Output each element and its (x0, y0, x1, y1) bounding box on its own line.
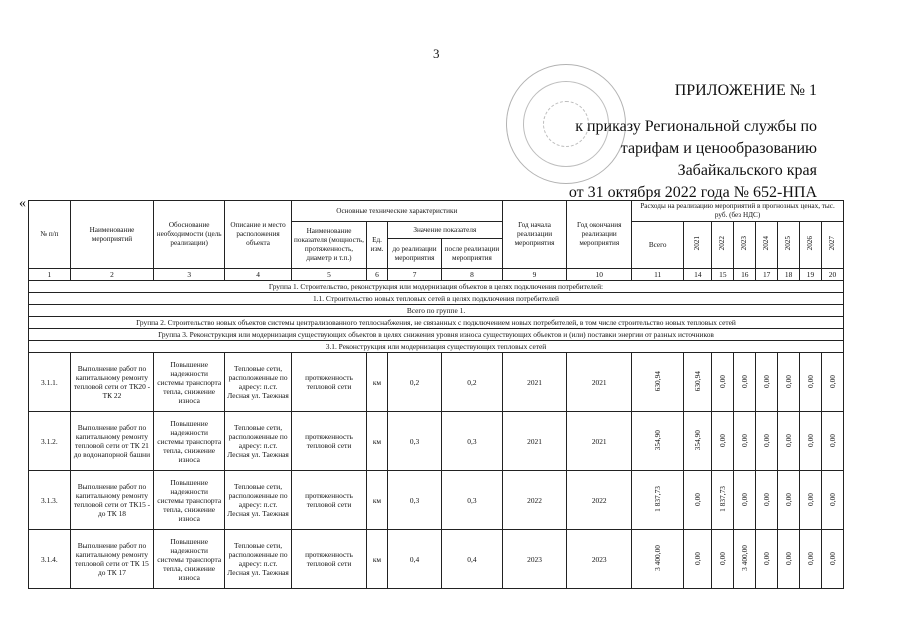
header-indicator-value: Значение показателя (387, 222, 502, 239)
row-year-start: 2023 (502, 530, 567, 589)
page-number: 3 (433, 46, 440, 61)
group-row (29, 329, 844, 341)
column-number-cell: 11 (632, 269, 684, 281)
header-year: 2021 (684, 222, 712, 269)
row-unit: км (367, 530, 388, 589)
header-year-end: Год окончания реализации мероприятия (567, 201, 632, 269)
row-year-cost: 0,00 (756, 471, 778, 530)
row-year-cost: 0,00 (821, 353, 843, 412)
row-year-end: 2021 (567, 353, 632, 412)
column-number-cell: 19 (800, 269, 822, 281)
row-total: 1 837,73 (632, 471, 684, 530)
row-year-cost: 0,00 (800, 412, 822, 471)
table-row (29, 353, 844, 412)
opening-quote-mark: « (19, 196, 26, 211)
row-year-cost: 0,00 (734, 353, 756, 412)
column-number-row (29, 269, 844, 281)
row-year-cost: 0,00 (800, 530, 822, 589)
row-year-end: 2022 (567, 471, 632, 530)
table-row (29, 412, 844, 471)
row-year-cost: 0,00 (712, 530, 734, 589)
header-num: № п/п (29, 201, 71, 269)
column-number-cell: 16 (734, 269, 756, 281)
row-year-start: 2021 (502, 353, 567, 412)
header-year: 2022 (712, 222, 734, 269)
row-year-cost: 0,00 (821, 412, 843, 471)
row-description: Тепловые сети, расположенные по адресу: п.ст. Лесная ул. Таежная (225, 353, 292, 412)
group-row-label: Группа 1. Строительство, реконструкция или модернизация объектов в целях подключения потребителей: (29, 281, 844, 293)
header-before: до реализации мероприятия (387, 239, 441, 269)
row-reason: Повышение надежности системы транспорта тепла, снижение износа (154, 353, 225, 412)
group-row-label: Группа 2. Строительство новых объектов системы централизованного теплоснабжения, не связанных с подключением новых потребителей, в том числе строительство новых тепловых сетей (29, 317, 844, 329)
column-number-cell: 14 (684, 269, 712, 281)
row-before: 0,3 (387, 471, 441, 530)
row-year-cost: 630,94 (684, 353, 712, 412)
row-num: 3.1.2. (29, 412, 71, 471)
row-description: Тепловые сети, расположенные по адресу: п.ст. Лесная ул. Таежная (225, 530, 292, 589)
header-tech-characteristics: Основные технические характеристики (291, 201, 502, 222)
row-year-start: 2022 (502, 471, 567, 530)
row-year-cost: 0,00 (734, 471, 756, 530)
group-row-label: Всего по группе 1. (29, 305, 844, 317)
row-after: 0,3 (442, 412, 503, 471)
column-number-cell: 18 (778, 269, 800, 281)
header-after: после реализации мероприятия (442, 239, 503, 269)
row-unit: км (367, 471, 388, 530)
header-costs: Расходы на реализацию мероприятий в прогнозных ценах, тыс. руб. (без НДС) (632, 201, 844, 222)
row-name: Выполнение работ по капитальному ремонту тепловой сети от ТК 15 до ТК 17 (70, 530, 153, 589)
row-total: 630,94 (632, 353, 684, 412)
row-year-cost: 0,00 (821, 530, 843, 589)
row-year-cost: 0,00 (684, 471, 712, 530)
column-number-cell: 7 (387, 269, 441, 281)
row-year-cost: 1 837,73 (712, 471, 734, 530)
group-row (29, 305, 844, 317)
row-num: 3.1.3. (29, 471, 71, 530)
header-name: Наименование мероприятий (70, 201, 153, 269)
appendix-line: тарифам и ценообразованию (620, 140, 817, 157)
row-year-end: 2021 (567, 412, 632, 471)
row-year-cost: 0,00 (778, 471, 800, 530)
header-year: 2027 (821, 222, 843, 269)
row-after: 0,4 (442, 530, 503, 589)
row-year-cost: 0,00 (778, 353, 800, 412)
header-year-start: Год начала реализации мероприятия (502, 201, 567, 269)
row-indicator: протяженность тепловой сети (291, 353, 366, 412)
column-number-cell: 2 (70, 269, 153, 281)
table-row (29, 530, 844, 589)
row-total: 354,90 (632, 412, 684, 471)
row-description: Тепловые сети, расположенные по адресу: п.ст. Лесная ул. Таежная (225, 412, 292, 471)
group-row-label: Группа 3. Реконструкция или модернизация существующих объектов в целях снижения уровня износа существующих объектов и (или) поставки энергии от разных источников (29, 329, 844, 341)
table-row (29, 471, 844, 530)
column-number-cell: 6 (367, 269, 388, 281)
row-year-cost: 0,00 (756, 412, 778, 471)
column-number-cell: 3 (154, 269, 225, 281)
row-reason: Повышение надежности системы транспорта тепла, снижение износа (154, 412, 225, 471)
group-row (29, 293, 844, 305)
row-year-end: 2023 (567, 530, 632, 589)
header-unit: Ед. изм. (367, 222, 388, 269)
header-year: 2025 (778, 222, 800, 269)
header-description: Описание и место расположения объекта (225, 201, 292, 269)
row-unit: км (367, 353, 388, 412)
column-number-cell: 10 (567, 269, 632, 281)
row-unit: км (367, 412, 388, 471)
appendix-line: к приказу Региональной службы по (575, 118, 817, 135)
row-year-cost: 354,90 (684, 412, 712, 471)
header-reason: Обоснование необходимости (цель реализации) (154, 201, 225, 269)
header-year: 2026 (800, 222, 822, 269)
appendix-line: Забайкальского края (677, 162, 817, 179)
row-before: 0,2 (387, 353, 441, 412)
row-after: 0,3 (442, 471, 503, 530)
column-number-cell: 20 (821, 269, 843, 281)
column-number-cell: 4 (225, 269, 292, 281)
row-year-cost: 0,00 (756, 353, 778, 412)
column-number-cell: 9 (502, 269, 567, 281)
row-year-cost: 0,00 (734, 412, 756, 471)
row-year-cost: 3 400,00 (734, 530, 756, 589)
investment-program-table (28, 200, 844, 589)
row-indicator: протяженность тепловой сети (291, 471, 366, 530)
row-total: 3 400,00 (632, 530, 684, 589)
appendix-line: от 31 октября 2022 года № 652-НПА (568, 184, 817, 201)
header-total: Всего (632, 222, 684, 269)
appendix-title: ПРИЛОЖЕНИЕ № 1 (674, 82, 817, 99)
row-year-cost: 0,00 (778, 412, 800, 471)
appendix-header (569, 80, 817, 204)
row-after: 0,2 (442, 353, 503, 412)
row-description: Тепловые сети, расположенные по адресу: п.ст. Лесная ул. Таежная (225, 471, 292, 530)
column-number-cell: 17 (756, 269, 778, 281)
row-year-cost: 0,00 (712, 353, 734, 412)
column-number-cell: 1 (29, 269, 71, 281)
group-row (29, 281, 844, 293)
column-number-cell: 5 (291, 269, 366, 281)
row-name: Выполнение работ по капитальному ремонту тепловой сети от ТК 21 до водонапорной башни (70, 412, 153, 471)
row-num: 3.1.4. (29, 530, 71, 589)
group-row (29, 317, 844, 329)
row-reason: Повышение надежности системы транспорта тепла, снижение износа (154, 530, 225, 589)
group-row (29, 341, 844, 353)
row-reason: Повышение надежности системы транспорта тепла, снижение износа (154, 471, 225, 530)
row-before: 0,3 (387, 412, 441, 471)
row-name: Выполнение работ по капитальному ремонту тепловой сети от ТК15 - до ТК 18 (70, 471, 153, 530)
row-year-cost: 0,00 (800, 353, 822, 412)
group-row-label: 1.1. Строительство новых тепловых сетей в целях подключения потребителей (29, 293, 844, 305)
row-before: 0,4 (387, 530, 441, 589)
row-indicator: протяженность тепловой сети (291, 530, 366, 589)
header-year: 2024 (756, 222, 778, 269)
row-name: Выполнение работ по капитальному ремонту тепловой сети от ТК20 - ТК 22 (70, 353, 153, 412)
row-year-start: 2021 (502, 412, 567, 471)
column-number-cell: 8 (442, 269, 503, 281)
row-year-cost: 0,00 (800, 471, 822, 530)
column-number-cell: 15 (712, 269, 734, 281)
header-year: 2023 (734, 222, 756, 269)
row-num: 3.1.1. (29, 353, 71, 412)
row-year-cost: 0,00 (684, 530, 712, 589)
header-indicator-name: Наименование показателя (мощность, протяженность, диаметр и т.п.) (291, 222, 366, 269)
row-indicator: протяженность тепловой сети (291, 412, 366, 471)
group-row-label: 3.1. Реконструкция или модернизация существующих тепловых сетей (29, 341, 844, 353)
row-year-cost: 0,00 (712, 412, 734, 471)
row-year-cost: 0,00 (821, 471, 843, 530)
row-year-cost: 0,00 (778, 530, 800, 589)
row-year-cost: 0,00 (756, 530, 778, 589)
